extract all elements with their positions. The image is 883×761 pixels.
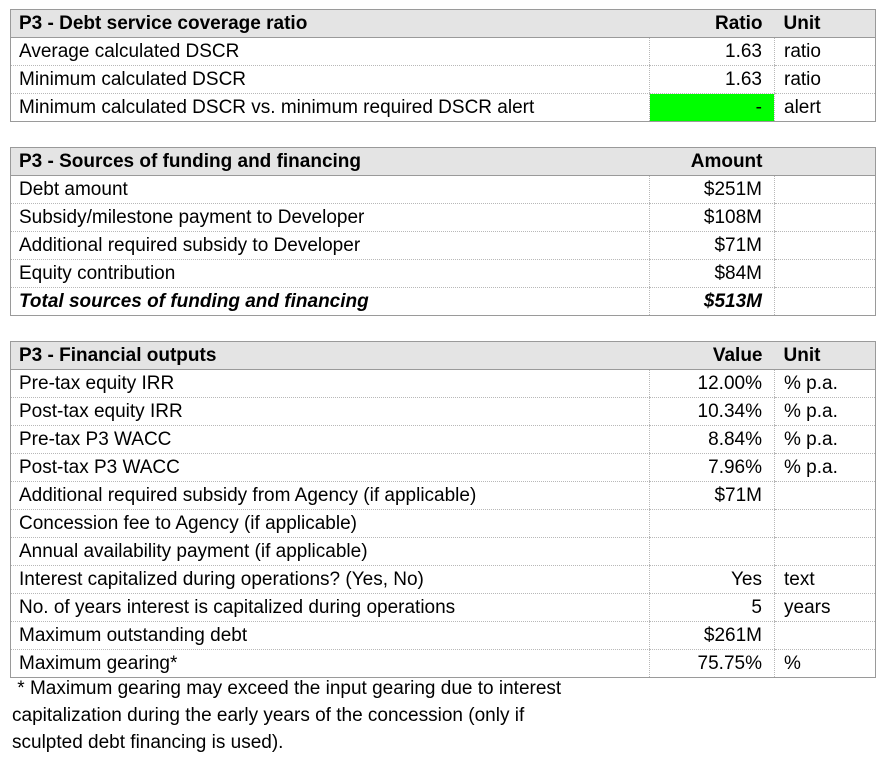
outputs-title: P3 - Financial outputs <box>11 342 650 370</box>
table-row <box>11 566 876 594</box>
table-row <box>11 38 876 66</box>
row-value[interactable]: 12.00% <box>650 370 775 398</box>
row-value[interactable]: $108M <box>650 204 775 232</box>
total-label[interactable]: Total sources of funding and financing <box>19 291 369 312</box>
row-unit[interactable] <box>775 232 876 260</box>
dscr-unit-header: Unit <box>775 10 876 38</box>
row-label[interactable]: Concession fee to Agency (if applicable) <box>11 510 650 538</box>
dscr-title: P3 - Debt service coverage ratio <box>11 10 650 38</box>
sources-total-row <box>11 288 876 316</box>
row-label[interactable]: Equity contribution <box>11 260 650 288</box>
row-unit[interactable] <box>775 482 876 510</box>
row-unit[interactable]: % p.a. <box>775 398 876 426</box>
row-unit[interactable] <box>775 204 876 232</box>
row-value[interactable]: $71M <box>650 482 775 510</box>
outputs-value-header: Value <box>650 342 775 370</box>
footnote-line: capitalization during the early years of the concession (only if <box>12 705 525 726</box>
row-label[interactable]: Minimum calculated DSCR <box>11 66 650 94</box>
footnote-line: * Maximum gearing may exceed the input gearing due to interest <box>12 678 562 699</box>
row-value[interactable]: $251M <box>650 176 775 204</box>
row-label[interactable]: Post-tax P3 WACC <box>11 454 650 482</box>
gearing-footnote <box>12 675 652 756</box>
row-value[interactable]: $261M <box>650 622 775 650</box>
row-unit[interactable] <box>775 288 876 316</box>
table-row <box>11 454 876 482</box>
row-label[interactable]: Interest capitalized during operations? (Yes, No) <box>11 566 650 594</box>
row-label[interactable]: Additional required subsidy to Developer <box>11 232 650 260</box>
sources-header-row <box>11 148 876 176</box>
row-value[interactable]: 10.34% <box>650 398 775 426</box>
table-row <box>11 260 876 288</box>
row-label[interactable]: Average calculated DSCR <box>11 38 650 66</box>
row-value[interactable]: 8.84% <box>650 426 775 454</box>
row-value[interactable]: Yes <box>650 566 775 594</box>
table-row <box>11 538 876 566</box>
row-label[interactable]: Annual availability payment (if applicable) <box>11 538 650 566</box>
row-label[interactable]: Debt amount <box>11 176 650 204</box>
row-unit[interactable] <box>775 260 876 288</box>
sources-table <box>10 147 876 316</box>
row-value[interactable]: 1.63 <box>650 38 775 66</box>
outputs-table <box>10 341 876 678</box>
row-label[interactable]: Maximum outstanding debt <box>11 622 650 650</box>
sources-title: P3 - Sources of funding and financing <box>11 148 650 176</box>
row-label[interactable]: Post-tax equity IRR <box>11 398 650 426</box>
total-value[interactable]: $513M <box>650 288 775 316</box>
row-label[interactable]: Pre-tax equity IRR <box>11 370 650 398</box>
row-value[interactable]: $84M <box>650 260 775 288</box>
footnote-line: sculpted debt financing is used). <box>12 732 284 753</box>
row-unit[interactable]: % p.a. <box>775 454 876 482</box>
dscr-ratio-header: Ratio <box>650 10 775 38</box>
row-value[interactable] <box>650 538 775 566</box>
row-value[interactable]: 1.63 <box>650 66 775 94</box>
row-label[interactable]: No. of years interest is capitalized during operations <box>11 594 650 622</box>
row-label[interactable]: Subsidy/milestone payment to Developer <box>11 204 650 232</box>
row-unit[interactable] <box>775 510 876 538</box>
table-row <box>11 204 876 232</box>
table-row <box>11 370 876 398</box>
outputs-unit-header: Unit <box>775 342 876 370</box>
table-row <box>11 94 876 122</box>
row-unit[interactable]: text <box>775 566 876 594</box>
row-value[interactable]: 75.75% <box>650 650 775 678</box>
row-value[interactable]: $71M <box>650 232 775 260</box>
row-label[interactable]: Minimum calculated DSCR vs. minimum required DSCR alert <box>19 97 535 118</box>
row-unit[interactable]: % p.a. <box>775 426 876 454</box>
table-row <box>11 232 876 260</box>
sources-amount-header: Amount <box>650 148 775 176</box>
row-unit[interactable]: ratio <box>775 66 876 94</box>
row-unit[interactable] <box>775 622 876 650</box>
dscr-alert-indicator[interactable]: - <box>650 94 775 122</box>
outputs-header-row <box>11 342 876 370</box>
table-row <box>11 66 876 94</box>
table-row <box>11 622 876 650</box>
table-row <box>11 650 876 678</box>
table-row <box>11 594 876 622</box>
row-label[interactable]: Pre-tax P3 WACC <box>11 426 650 454</box>
sources-unit-header <box>775 148 876 176</box>
row-unit[interactable]: % <box>775 650 876 678</box>
row-unit[interactable]: alert <box>775 94 876 122</box>
table-row <box>11 482 876 510</box>
row-value[interactable]: 7.96% <box>650 454 775 482</box>
table-row <box>11 176 876 204</box>
table-row <box>11 510 876 538</box>
row-unit[interactable]: years <box>775 594 876 622</box>
table-row <box>11 426 876 454</box>
table-row <box>11 398 876 426</box>
row-unit[interactable]: ratio <box>775 38 876 66</box>
row-unit[interactable]: % p.a. <box>775 370 876 398</box>
row-value[interactable] <box>650 510 775 538</box>
row-label[interactable]: Additional required subsidy from Agency (if applicable) <box>11 482 650 510</box>
row-unit[interactable] <box>775 176 876 204</box>
row-unit[interactable] <box>775 538 876 566</box>
row-value[interactable]: 5 <box>650 594 775 622</box>
row-label[interactable]: Maximum gearing* <box>19 653 178 674</box>
dscr-table <box>10 9 876 122</box>
dscr-header-row <box>11 10 876 38</box>
